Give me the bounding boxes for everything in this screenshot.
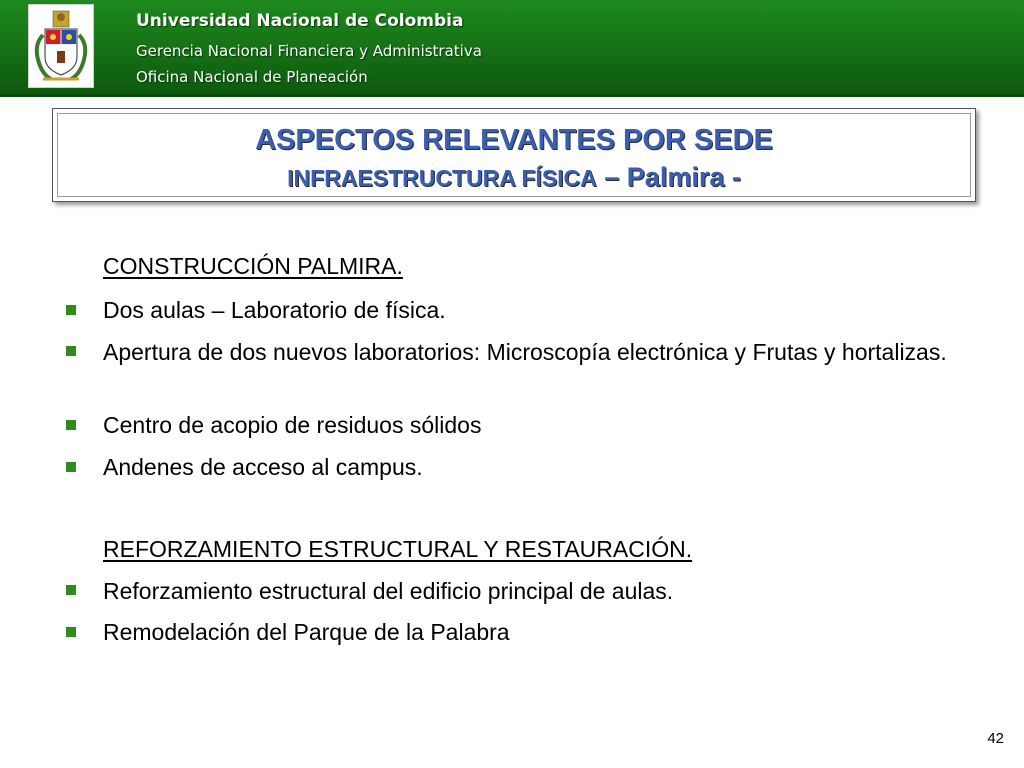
list-item: Apertura de dos nuevos laboratorios: Microscopía electrónica y Frutas y hortalizas. xyxy=(103,339,947,365)
slide-title: ASPECTOS RELEVANTES POR SEDE xyxy=(255,124,773,156)
subtitle-main: INFRAESTRUCTURA FÍSICA xyxy=(287,165,597,191)
section-heading-reforzamiento: REFORZAMIENTO ESTRUCTURAL Y RESTAURACIÓN. xyxy=(103,536,693,562)
subtitle-campus: – Palmira - xyxy=(596,162,741,192)
list-item: Dos aulas – Laboratorio de física. xyxy=(103,297,446,323)
bullet-square-icon xyxy=(66,420,76,430)
list-item: Remodelación del Parque de la Palabra xyxy=(103,619,510,645)
list-item: Reforzamiento estructural del edificio principal de aulas. xyxy=(103,578,674,604)
page-number: 42 xyxy=(987,730,1004,747)
university-name: Universidad Nacional de Colombia xyxy=(136,11,464,31)
bullet-square-icon xyxy=(66,627,76,637)
department-name: Gerencia Nacional Financiera y Administrativa xyxy=(136,42,482,60)
list-item: Andenes de acceso al campus. xyxy=(103,454,423,480)
office-name: Oficina Nacional de Planeación xyxy=(136,68,368,86)
bullet-square-icon xyxy=(66,462,76,472)
section-heading-construccion: CONSTRUCCIÓN PALMIRA. xyxy=(103,253,403,279)
bullet-square-icon xyxy=(66,305,76,315)
list-item: Centro de acopio de residuos sólidos xyxy=(103,412,482,438)
bullet-square-icon xyxy=(66,585,76,595)
bullet-square-icon xyxy=(66,346,76,356)
